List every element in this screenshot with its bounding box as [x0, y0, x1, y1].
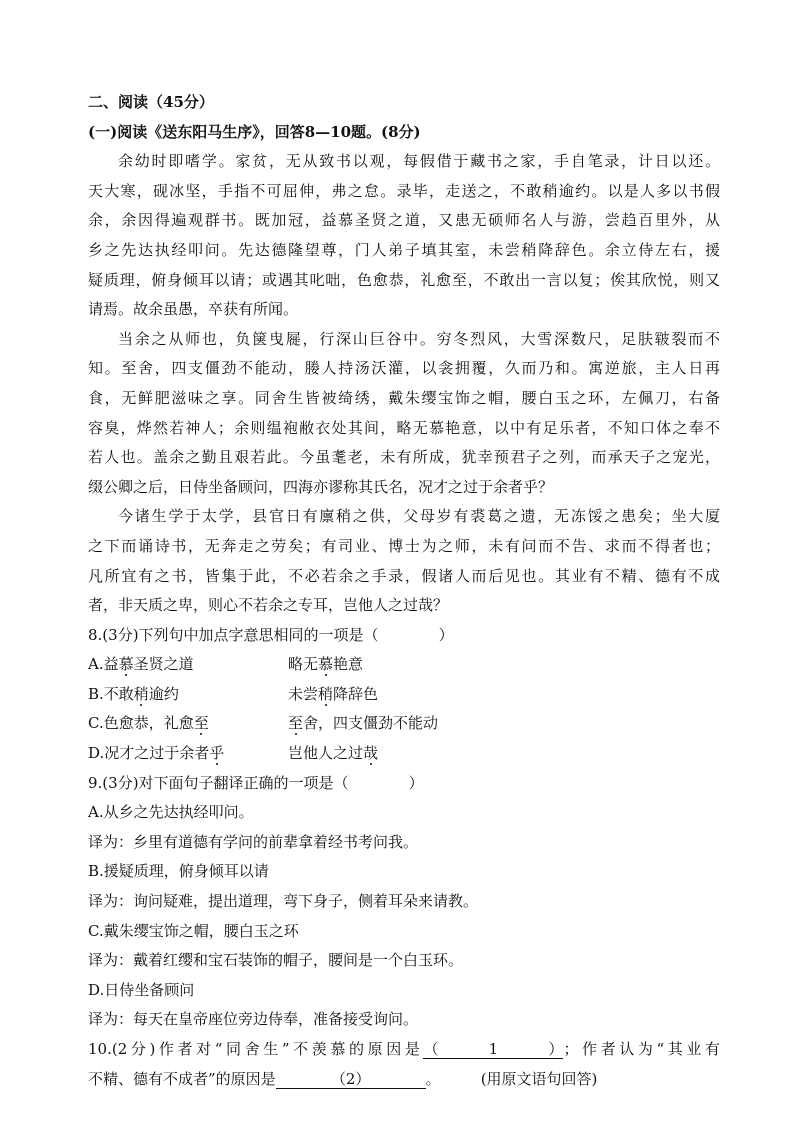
q9-option-translation: 译为：戴着红缨和宝石装饰的帽子，腰间是一个白玉环。 — [88, 951, 464, 970]
passage-line: 容臭，烨然若神人；余则缊袍敝衣处其间，略无慕艳意，以中有足乐者，不知口体之奉不 — [88, 418, 720, 437]
exam-page — [88, 92, 720, 1098]
dotted-char: 稍 — [318, 684, 334, 703]
q8-option[interactable] — [88, 743, 720, 764]
q9-option-sentence[interactable]: C.戴朱缨宝饰之帽，腰白玉之环 — [88, 921, 299, 940]
passage-line: 天大寒，砚冰坚，手指不可屈伸，弗之怠。录毕，走送之，不敢稍逾约。以是人多以书假 — [88, 181, 720, 200]
q8-option[interactable] — [88, 684, 720, 705]
option-sentence-b: 至舍，四支僵劲不能动 — [288, 714, 439, 733]
option-sentence-a: D.况才之过于余者乎 — [88, 744, 225, 763]
dotted-char: 哉 — [363, 744, 379, 763]
passage-line: 当余之从师也，负箧曳屣，行深山巨谷中。穷冬烈风，大雪深数尺，足肤皲裂而不 — [118, 329, 720, 348]
q8-options — [88, 654, 720, 764]
subsection-title: (一)阅读《送东阳马生序》，回答8—10题。(8分) — [88, 122, 421, 141]
dotted-char: 慕 — [118, 655, 134, 674]
dotted-char: 乎 — [209, 744, 225, 763]
q9-option-sentence[interactable]: A.从乡之先达执经叩问。 — [88, 803, 254, 822]
answer-blank-2[interactable]: （2） — [276, 1070, 426, 1089]
passage-line: 余，余因得遍观群书。既加冠，益慕圣贤之道，又患无硕师名人与游，尝趋百里外，从 — [88, 211, 720, 230]
q9-option-translation: 译为：乡里有道德有学问的前辈拿着经书考问我。 — [88, 832, 419, 851]
option-sentence-b: 未尝稍降辞色 — [288, 684, 379, 703]
q9-items — [88, 802, 720, 1030]
q9-option-translation: 译为：询问疑难，提出道理，弯下身子，侧着耳朵来请教。 — [88, 892, 479, 911]
section-title: 二、阅读（45分） — [88, 93, 214, 111]
passage-line: 余幼时即嗜学。家贫，无从致书以观，每假借于藏书之家，手自笔录，计日以还。 — [118, 152, 720, 171]
q8-option[interactable] — [88, 713, 720, 734]
passage-line: 请焉。故余虽愚，卒获有所闻。 — [88, 300, 299, 319]
q9-option-sentence[interactable]: B.援疑质理，俯身倾耳以请 — [88, 862, 269, 881]
option-sentence-b: 岂他人之过哉 — [288, 744, 379, 763]
passage-line: 者，非天质之卑，则心不若余之专耳，岂他人之过哉？ — [88, 596, 449, 615]
q9-option-sentence[interactable]: D.日侍坐备顾问 — [88, 980, 195, 999]
passage-line: 食，无鲜肥滋味之享。同舍生皆被绮绣，戴朱缨宝饰之帽，腰白玉之环，左佩刀，右备 — [88, 388, 720, 407]
passage-line: 若人也。盖余之勤且艰若此。今虽耄老，未有所成，犹幸预君子之列，而承天子之宠光， — [88, 448, 720, 467]
answer-blank-1[interactable]: （1） — [423, 1040, 564, 1058]
passage-line: 缀公卿之后，日侍坐备顾问，四海亦谬称其氏名，况才之过于余者乎？ — [88, 477, 554, 496]
option-sentence-a: C.色愈恭，礼愈至 — [88, 714, 209, 733]
option-sentence-a: A.益慕圣贤之道 — [88, 655, 194, 674]
passage — [88, 151, 720, 616]
q10-line-2: 不精、德有不成者”的原因是 （2） 。 (用原文语句回答) — [88, 1069, 598, 1088]
dotted-char: 至 — [288, 714, 304, 733]
passage-line: 疑质理，俯身倾耳以请；或遇其叱咄，色愈恭，礼愈至，不敢出一言以复；俟其欣悦，则又 — [88, 270, 720, 289]
dotted-char: 慕 — [318, 655, 334, 674]
option-sentence-b: 略无慕艳意 — [288, 655, 364, 674]
passage-line: 知。至舍，四支僵劲不能动，媵人持汤沃灌，以衾拥覆，久而乃和。寓逆旅，主人日再 — [88, 359, 720, 378]
q10-line-1: 10.(2分)作者对“同舍生”不羡慕的原因是（1）；作者认为“其业有 — [88, 1040, 720, 1058]
q8-stem: 8.(3分)下列句中加点字意思相同的一项是（ ） — [88, 625, 454, 644]
passage-line: 之下而诵诗书，无奔走之劳矣；有司业、博士为之师，未有问而不告、求而不得者也； — [88, 536, 720, 555]
dotted-char: 至 — [193, 714, 209, 733]
q8-option[interactable] — [88, 654, 720, 675]
passage-line: 乡之先达执经叩问。先达德隆望尊，门人弟子填其室，未尝稍降辞色。余立侍左右，援 — [88, 240, 720, 259]
option-sentence-a: B.不敢稍逾约 — [88, 684, 179, 703]
passage-line: 凡所宜有之书，皆集于此，不必若余之手录，假诸人而后见也。其业有不精、德有不成 — [88, 566, 720, 585]
q9-stem: 9.(3分)对下面句子翻译正确的一项是（ ） — [88, 773, 424, 792]
passage-line: 今诸生学于太学，县官日有廪稍之供，父母岁有裘葛之遗，无冻馁之患矣；坐大厦 — [118, 507, 720, 526]
dotted-char: 稍 — [133, 684, 149, 703]
q9-option-translation: 译为：每天在皇帝座位旁边侍奉，准备接受询问。 — [88, 1010, 419, 1029]
